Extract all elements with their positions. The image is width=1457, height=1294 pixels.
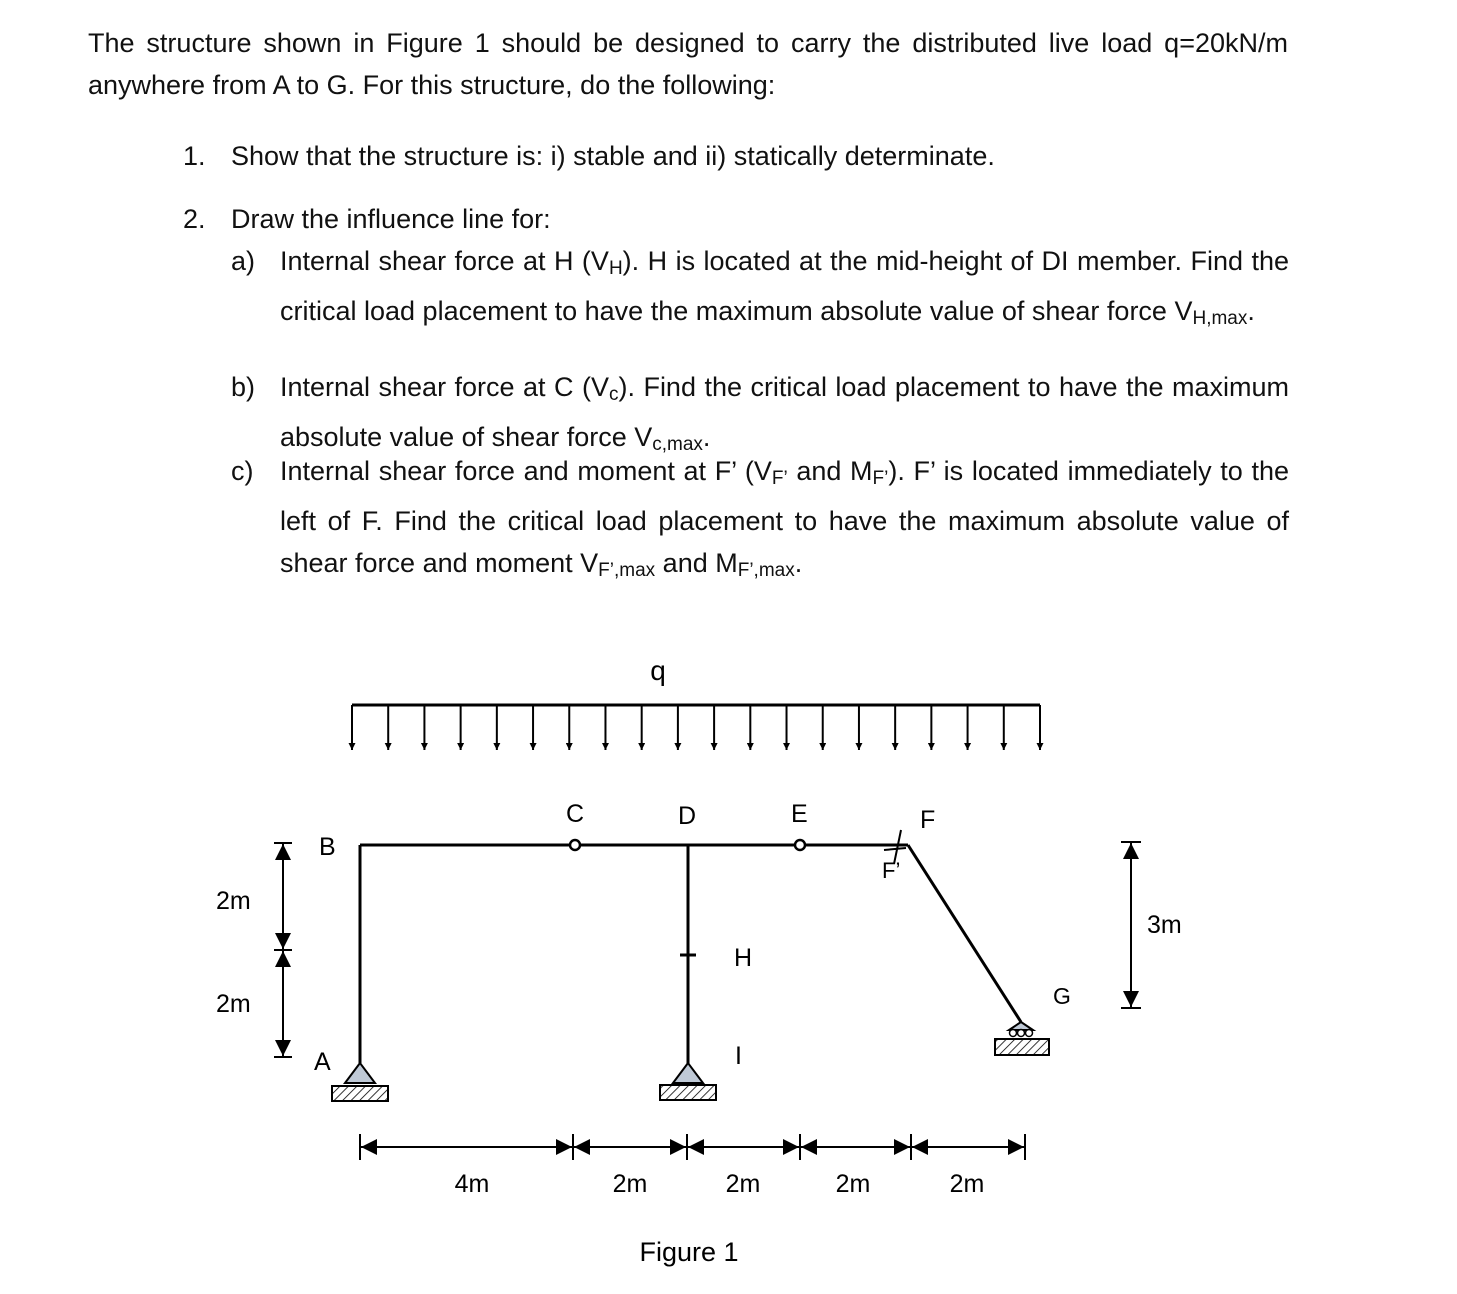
load-label: q [650, 655, 666, 686]
dim-left-upper: 2m [216, 887, 251, 915]
figure-caption: Figure 1 [639, 1237, 739, 1267]
label-d: D [678, 802, 697, 830]
bottom-dimensions [360, 1134, 1025, 1160]
roller-support-g [995, 1022, 1049, 1055]
pin-support-i [660, 1063, 716, 1100]
subquestion-text: Internal shear force at C (Vc). Find the critical load placement to have the maximum absolute value of shear force Vc,max. [280, 372, 1289, 455]
dim-bottom-5: 2m [949, 1170, 985, 1198]
dim-bottom-1: 4m [454, 1170, 490, 1198]
dim-bottom-3: 2m [725, 1170, 761, 1198]
right-dimension [1121, 842, 1141, 1008]
question-number: 1. [183, 141, 206, 171]
left-dimensions [274, 843, 292, 1057]
question-text: Draw the influence line for: [231, 204, 551, 234]
label-c: C [566, 800, 585, 828]
dim-right: 3m [1147, 911, 1182, 939]
label-h: H [734, 944, 753, 972]
subquestion-text: Internal shear force at H (VH). H is located at the mid-height of DI member. Find the critical load placement to have the maximum absolute value of shear force VH,max. [280, 246, 1289, 329]
label-a: A [314, 1048, 331, 1076]
label-g: G [1053, 983, 1071, 1009]
load-arrows [352, 705, 1040, 750]
dim-left-lower: 2m [216, 990, 251, 1018]
label-f: F [920, 806, 936, 834]
distributed-load [352, 655, 1040, 750]
label-e: E [791, 800, 808, 828]
problem-intro: The structure shown in Figure 1 should be designed to carry the distributed live load q=20kN/m anywhere from A to G. For this structure, do the following: [88, 28, 1288, 100]
bottom-dim-labels [455, 1170, 985, 1198]
dim-bottom-4: 2m [835, 1170, 871, 1198]
subquestion-text: Internal shear force and moment at F’ (VF’ and MF’). F’ is located immediately to the left of F. Find the critical load placement to have the maximum absolute value of shear force and moment VF’,max and MF’,max. [280, 456, 1289, 581]
pin-support-a [332, 1063, 388, 1101]
question-number: 2. [183, 204, 206, 234]
dim-bottom-2: 2m [612, 1170, 648, 1198]
subquestion-label: c) [231, 456, 254, 486]
question-text: Show that the structure is: i) stable and ii) statically determinate. [231, 141, 995, 171]
label-i: I [735, 1042, 742, 1070]
hinge-e [795, 840, 805, 850]
label-f-prime: F’ [882, 858, 901, 883]
point-labels [314, 800, 1071, 1076]
frame-members [360, 845, 1021, 1066]
hinge-c [570, 840, 580, 850]
label-b: B [319, 833, 336, 861]
subquestion-label: a) [231, 246, 256, 276]
subquestion-label: b) [231, 372, 256, 402]
member-fg [908, 845, 1021, 1022]
